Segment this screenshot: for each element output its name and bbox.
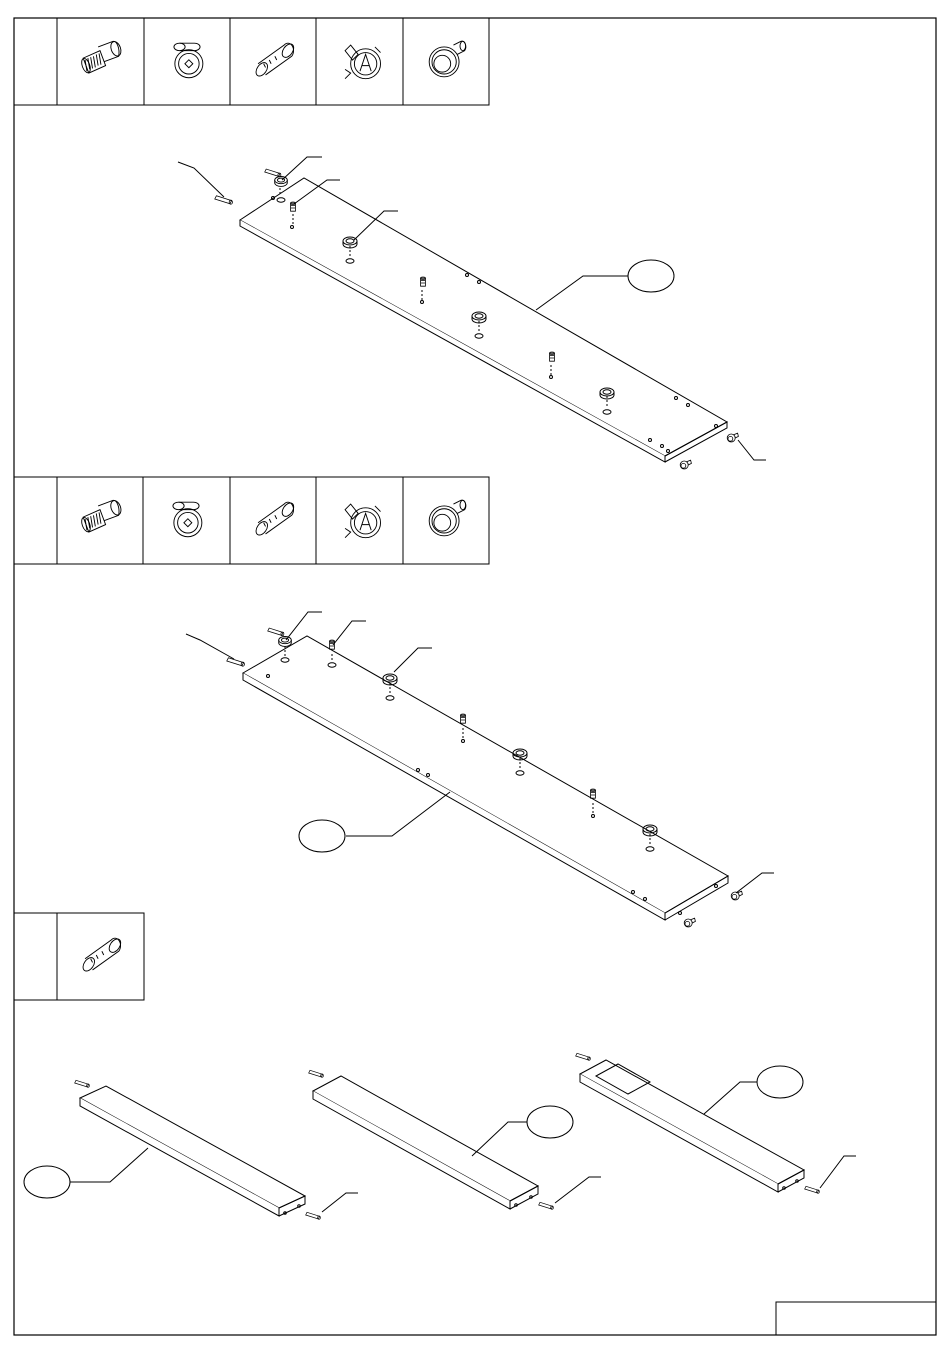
wooden-dowel bbox=[75, 1080, 90, 1087]
step-1 bbox=[14, 18, 766, 469]
board-a bbox=[24, 1080, 358, 1219]
knob bbox=[684, 918, 695, 927]
step-2 bbox=[14, 477, 774, 927]
plastic-cam-connector-icon bbox=[345, 45, 380, 79]
knob bbox=[727, 433, 738, 442]
page-number-box bbox=[776, 1302, 936, 1335]
cam-lock-nut-icon bbox=[173, 502, 202, 537]
knob-icon bbox=[429, 41, 466, 77]
plastic-cam-connector-icon bbox=[345, 504, 380, 538]
board-c bbox=[576, 1053, 856, 1193]
part-label-bubble bbox=[24, 1166, 70, 1198]
knob bbox=[680, 460, 691, 469]
board-diagram bbox=[178, 157, 766, 469]
wooden-dowel-icon bbox=[254, 501, 296, 537]
wooden-dowel bbox=[539, 1202, 554, 1209]
wooden-dowel bbox=[306, 1212, 321, 1219]
wooden-dowel bbox=[227, 658, 245, 666]
hardware-table bbox=[14, 913, 144, 1000]
wooden-dowel bbox=[268, 628, 284, 636]
wooden-dowel bbox=[805, 1186, 820, 1193]
hardware-table bbox=[14, 477, 489, 564]
part-label-bubble bbox=[628, 260, 674, 292]
cam-bolt-icon bbox=[80, 40, 123, 74]
part-label-bubble bbox=[527, 1106, 573, 1138]
wooden-dowel bbox=[265, 169, 281, 177]
wooden-dowel-icon bbox=[81, 937, 123, 973]
hardware-table bbox=[14, 18, 489, 105]
knob-icon bbox=[429, 500, 466, 536]
wooden-dowel bbox=[576, 1053, 591, 1060]
wooden-dowel-icon bbox=[254, 42, 296, 78]
part-label-bubble bbox=[299, 820, 345, 852]
cam-lock-nut bbox=[275, 177, 288, 187]
board-diagram bbox=[186, 612, 774, 927]
wooden-dowel bbox=[309, 1070, 324, 1077]
cam-bolt-icon bbox=[80, 499, 123, 533]
part-label-bubble bbox=[757, 1066, 803, 1098]
cam-bolt bbox=[461, 714, 466, 723]
board-b bbox=[309, 1070, 601, 1209]
cam-lock-nut-icon bbox=[174, 43, 203, 78]
cam-lock-nut bbox=[279, 637, 292, 647]
step-3 bbox=[14, 913, 856, 1219]
cam-bolt bbox=[591, 789, 596, 798]
